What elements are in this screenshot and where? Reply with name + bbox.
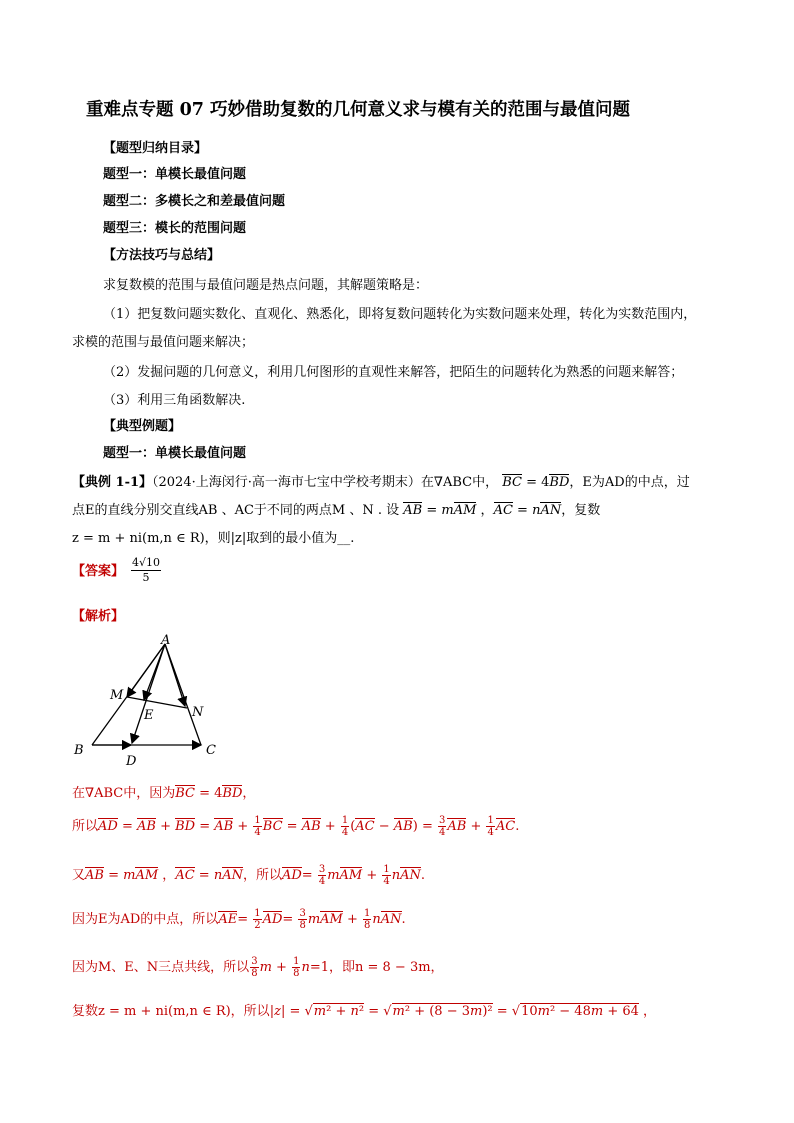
triangle-figure	[70, 630, 230, 770]
label-b: B	[74, 743, 84, 758]
example-header: 【典型例题】	[103, 419, 182, 434]
answer-numerator: 4√10	[132, 556, 161, 569]
solution-line-3-mid: ，所以	[242, 868, 282, 883]
answer-label: 【答案】	[72, 564, 125, 579]
solution-line-1-text: 在∇ABC中，因为	[72, 786, 176, 801]
example-line-1-mid: ，E为AD的中点，过	[569, 475, 690, 490]
example-line-1	[72, 471, 690, 490]
example-line-2	[72, 499, 600, 518]
analysis-label: 【解析】	[72, 609, 125, 624]
label-c: C	[206, 743, 216, 758]
solution-line-2-prefix: 所以	[72, 819, 99, 834]
method-item-1a: （1）把复数问题实数化、直观化、熟悉化，即将复数问题转化为实数问题来处理，转化为实数范围内，	[103, 307, 697, 322]
method-intro: 求复数模的范围与最值问题是热点问题，其解题策略是：	[103, 278, 429, 293]
example-label: 【典例 1-1】	[72, 475, 153, 490]
toc-item-2: 题型二：多模长之和差最值问题	[103, 194, 286, 209]
example-source: （2024·上海闵行·高一海市七宝中学校考期末）在∇ABC中，	[152, 475, 499, 490]
solution-line-5: 因为M、E、N三点共线，所以 $\frac{3}{8}$ m + $\frac{1}{8}$ n=1，即n = 8 − 3m，	[72, 956, 444, 979]
example-line-2b: ，复数	[561, 503, 601, 518]
label-a: A	[161, 633, 171, 648]
solution-line-2: 所以AD = AB + BD = AB + $\frac{1}{4}$ BC = AB + $\frac{1}{4}$ (AC − AB) = $\frac{3}{4}$ AB + $\frac{1}{4}$ AC.	[72, 815, 520, 838]
method-item-3: （3）利用三角函数解决.	[103, 393, 246, 408]
vector-eq-ab-am: AB = mAM ，AC = nAN	[403, 503, 562, 518]
vector-ae	[144, 644, 165, 700]
toc-header: 【题型归纳目录】	[103, 141, 208, 156]
solution-line-5-mid: ，即n = 8 − 3m，	[328, 960, 444, 975]
type1-heading: 题型一：单模长最值问题	[103, 446, 247, 461]
vector-an	[165, 644, 185, 706]
answer-denominator: 5	[142, 571, 150, 584]
solution-line-3: 又AB = mAM ，AC = nAN，所以AD= $\frac{3}{4}$ mAM + $\frac{1}{4}$ nAN.	[72, 864, 426, 887]
label-e: E	[144, 708, 154, 723]
line-mn	[127, 697, 187, 708]
label-m: M	[110, 688, 124, 703]
toc-item-3: 题型三：模长的范围问题	[103, 221, 247, 236]
answer-value	[130, 556, 162, 585]
method-item-2: （2）发掘问题的几何意义，利用几何图形的直观性来解答，把陌生的问题转化为熟悉的问题来解答；	[103, 365, 684, 380]
vector-am	[127, 644, 165, 697]
solution-line-4-prefix: 因为E为AD的中点，所以	[72, 912, 219, 927]
solution-line-6: 复数z = m + ni(m,n ∈ R)，所以|z| = √m² + n² = √m² + (8 − 3m)² = √10m² − 48m + 64 ，	[72, 1004, 657, 1019]
solution-line-3-prefix: 又	[72, 868, 86, 883]
method-header: 【方法技巧与总结】	[103, 248, 221, 263]
label-d: D	[126, 754, 137, 769]
label-n: N	[192, 705, 204, 720]
method-item-1b: 求模的范围与最值问题来解决；	[72, 335, 255, 350]
toc-item-1: 题型一：单模长最值问题	[103, 167, 247, 182]
solution-line-4: 因为E为AD的中点，所以AE= $\frac{1}{2}$ AD= $\frac{3}{8}$ mAM + $\frac{1}{8}$ nAN.	[72, 908, 406, 931]
example-line-2a: 点E的直线分别交直线AB 、AC于不同的两点M 、N . 设	[72, 503, 400, 518]
page-title: 重难点专题 07 巧妙借助复数的几何意义求与模有关的范围与最值问题	[86, 100, 631, 120]
vector-eq-bc-bd: BC = 4BD	[502, 475, 570, 490]
example-line-3: z = m + ni(m,n ∈ R)，则|z|取到的最小值为__.	[72, 531, 355, 546]
solution-line-5-prefix: 因为M、E、N三点共线，所以	[72, 960, 250, 975]
solution-line-1: 在∇ABC中，因为BC = 4BD，	[72, 786, 256, 801]
solution-line-6-prefix: 复数z = m + ni(m,n ∈ R)，所以	[72, 1004, 270, 1019]
